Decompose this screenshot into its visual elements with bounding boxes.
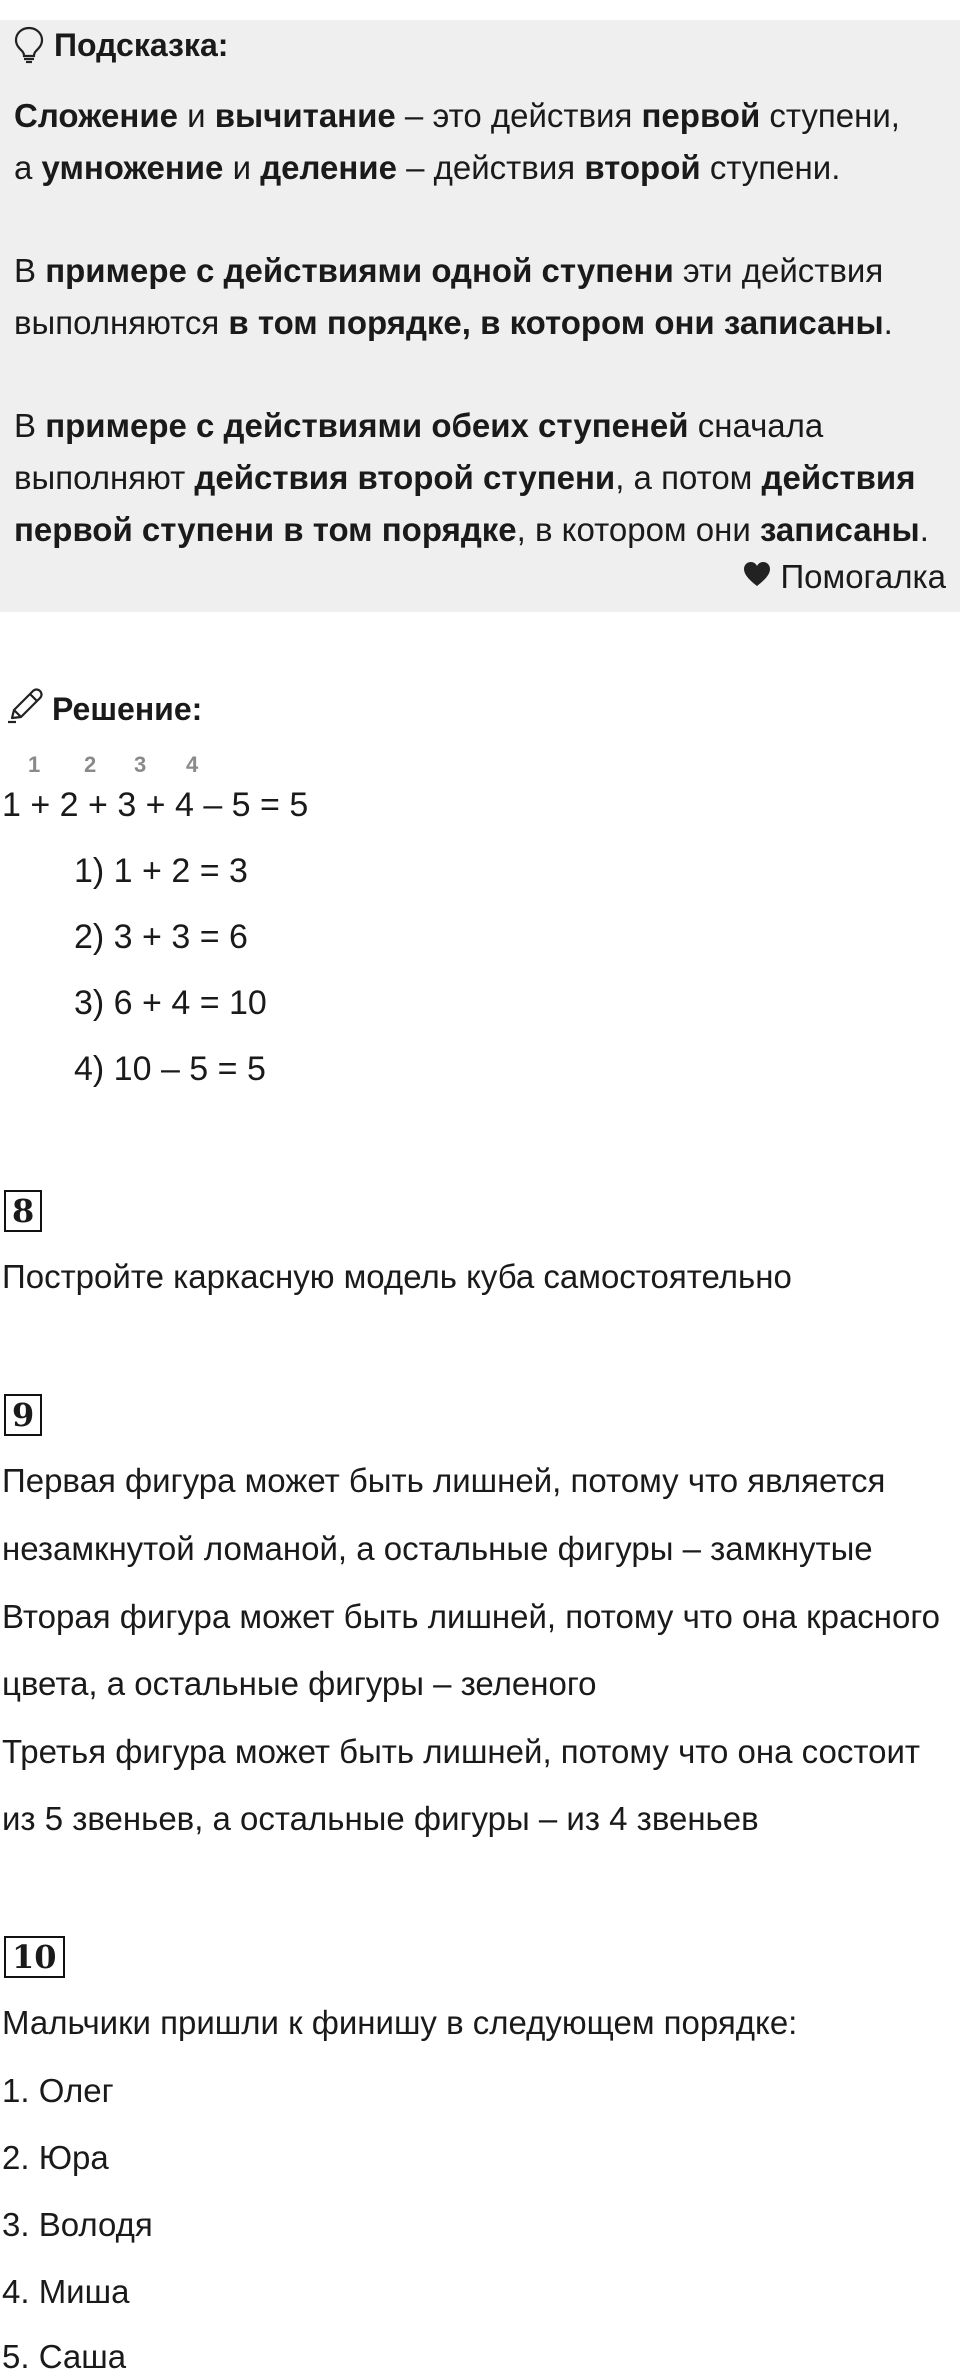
text-run: эти действия — [673, 252, 884, 289]
solution-header — [6, 686, 202, 732]
order-mark: 4 — [186, 752, 199, 777]
text-run: ступени. — [700, 149, 841, 186]
text-run: – действия — [396, 149, 585, 186]
task-number-8: 8 — [4, 1190, 42, 1232]
bold-text: первой ступени в том порядке — [14, 511, 517, 548]
text-run: . — [919, 511, 929, 548]
text-run: . — [883, 304, 893, 341]
solution-step: 4) 10 – 5 = 5 — [74, 1050, 266, 1088]
task9-line: Вторая фигура может быть лишней, потому что она красного — [2, 1598, 941, 1635]
bold-text: примере с действиями одной ступени — [45, 252, 674, 289]
text-run: – это действия — [395, 97, 642, 134]
text-run: а — [14, 149, 42, 186]
text-run: сначала — [688, 407, 824, 444]
bold-text: действия — [761, 459, 916, 496]
solution-step: 2) 3 + 3 = 6 — [74, 918, 248, 956]
task8-text: Постройте каркасную модель куба самостоятельно — [2, 1258, 792, 1295]
task9-line: Первая фигура может быть лишней, потому что является — [2, 1462, 886, 1499]
task10-line: Мальчики пришли к финишу в следующем порядке: — [2, 2004, 798, 2041]
solution-title: Решение: — [52, 690, 203, 727]
pencil-icon — [6, 686, 44, 732]
task10-line: 3. Володя — [2, 2206, 153, 2243]
text-run: , в котором они — [516, 511, 760, 548]
text-run: выполняют — [14, 459, 195, 496]
bold-text: записаны — [759, 511, 920, 548]
hint-header — [14, 26, 228, 64]
text-run: В — [14, 407, 46, 444]
bold-text: деление — [260, 149, 397, 186]
task9-line: цвета, а остальные фигуры – зеленого — [2, 1665, 597, 1702]
credit-label: Помогалка — [780, 558, 946, 595]
task9-line: незамкнутой ломаной, а остальные фигуры – замкнутые — [2, 1530, 873, 1567]
hint-title: Подсказка: — [54, 26, 229, 63]
task9-line: из 5 звеньев, а остальные фигуры – из 4 звеньев — [2, 1800, 759, 1837]
bold-text: примере с действиями обеих ступеней — [45, 407, 689, 444]
hint-paragraph-1 — [14, 90, 946, 194]
bold-text: второй — [584, 149, 701, 186]
solution-step: 1) 1 + 2 = 3 — [74, 852, 248, 890]
task-number-9: 9 — [4, 1394, 42, 1436]
bold-text: умножение — [41, 149, 224, 186]
task10-line: 4. Миша — [2, 2273, 130, 2310]
text-run: , а потом — [615, 459, 762, 496]
bold-text: первой — [641, 97, 761, 134]
text-run: и — [177, 97, 215, 134]
text-run: и — [223, 149, 261, 186]
bold-text: вычитание — [214, 97, 396, 134]
lightbulb-icon — [14, 26, 44, 64]
bold-text: действия второй ступени — [194, 459, 616, 496]
task10-line: 1. Олег — [2, 2072, 114, 2109]
bold-text: Сложение — [14, 97, 178, 134]
heart-icon — [742, 558, 772, 596]
text-run: выполняются — [14, 304, 229, 341]
task10-line: 2. Юра — [2, 2139, 109, 2176]
order-mark: 1 — [28, 752, 41, 777]
task9-line: Третья фигура может быть лишней, потому что она состоит — [2, 1733, 921, 1770]
hint-paragraph-2 — [14, 245, 946, 349]
order-mark: 3 — [134, 752, 147, 777]
task10-line: 5. Саша — [2, 2338, 127, 2375]
hint-paragraph-3 — [14, 400, 946, 556]
text-run: В — [14, 252, 46, 289]
solution-step: 3) 6 + 4 = 10 — [74, 984, 267, 1022]
math-expression: 1 + 2 + 3 + 4 – 5 = 5 — [2, 786, 309, 824]
bold-text: в том порядке, в котором они записаны — [228, 304, 884, 341]
credit — [742, 558, 946, 596]
order-mark: 2 — [84, 752, 97, 777]
task-number-10: 10 — [4, 1936, 65, 1978]
text-run: ступени, — [760, 97, 900, 134]
